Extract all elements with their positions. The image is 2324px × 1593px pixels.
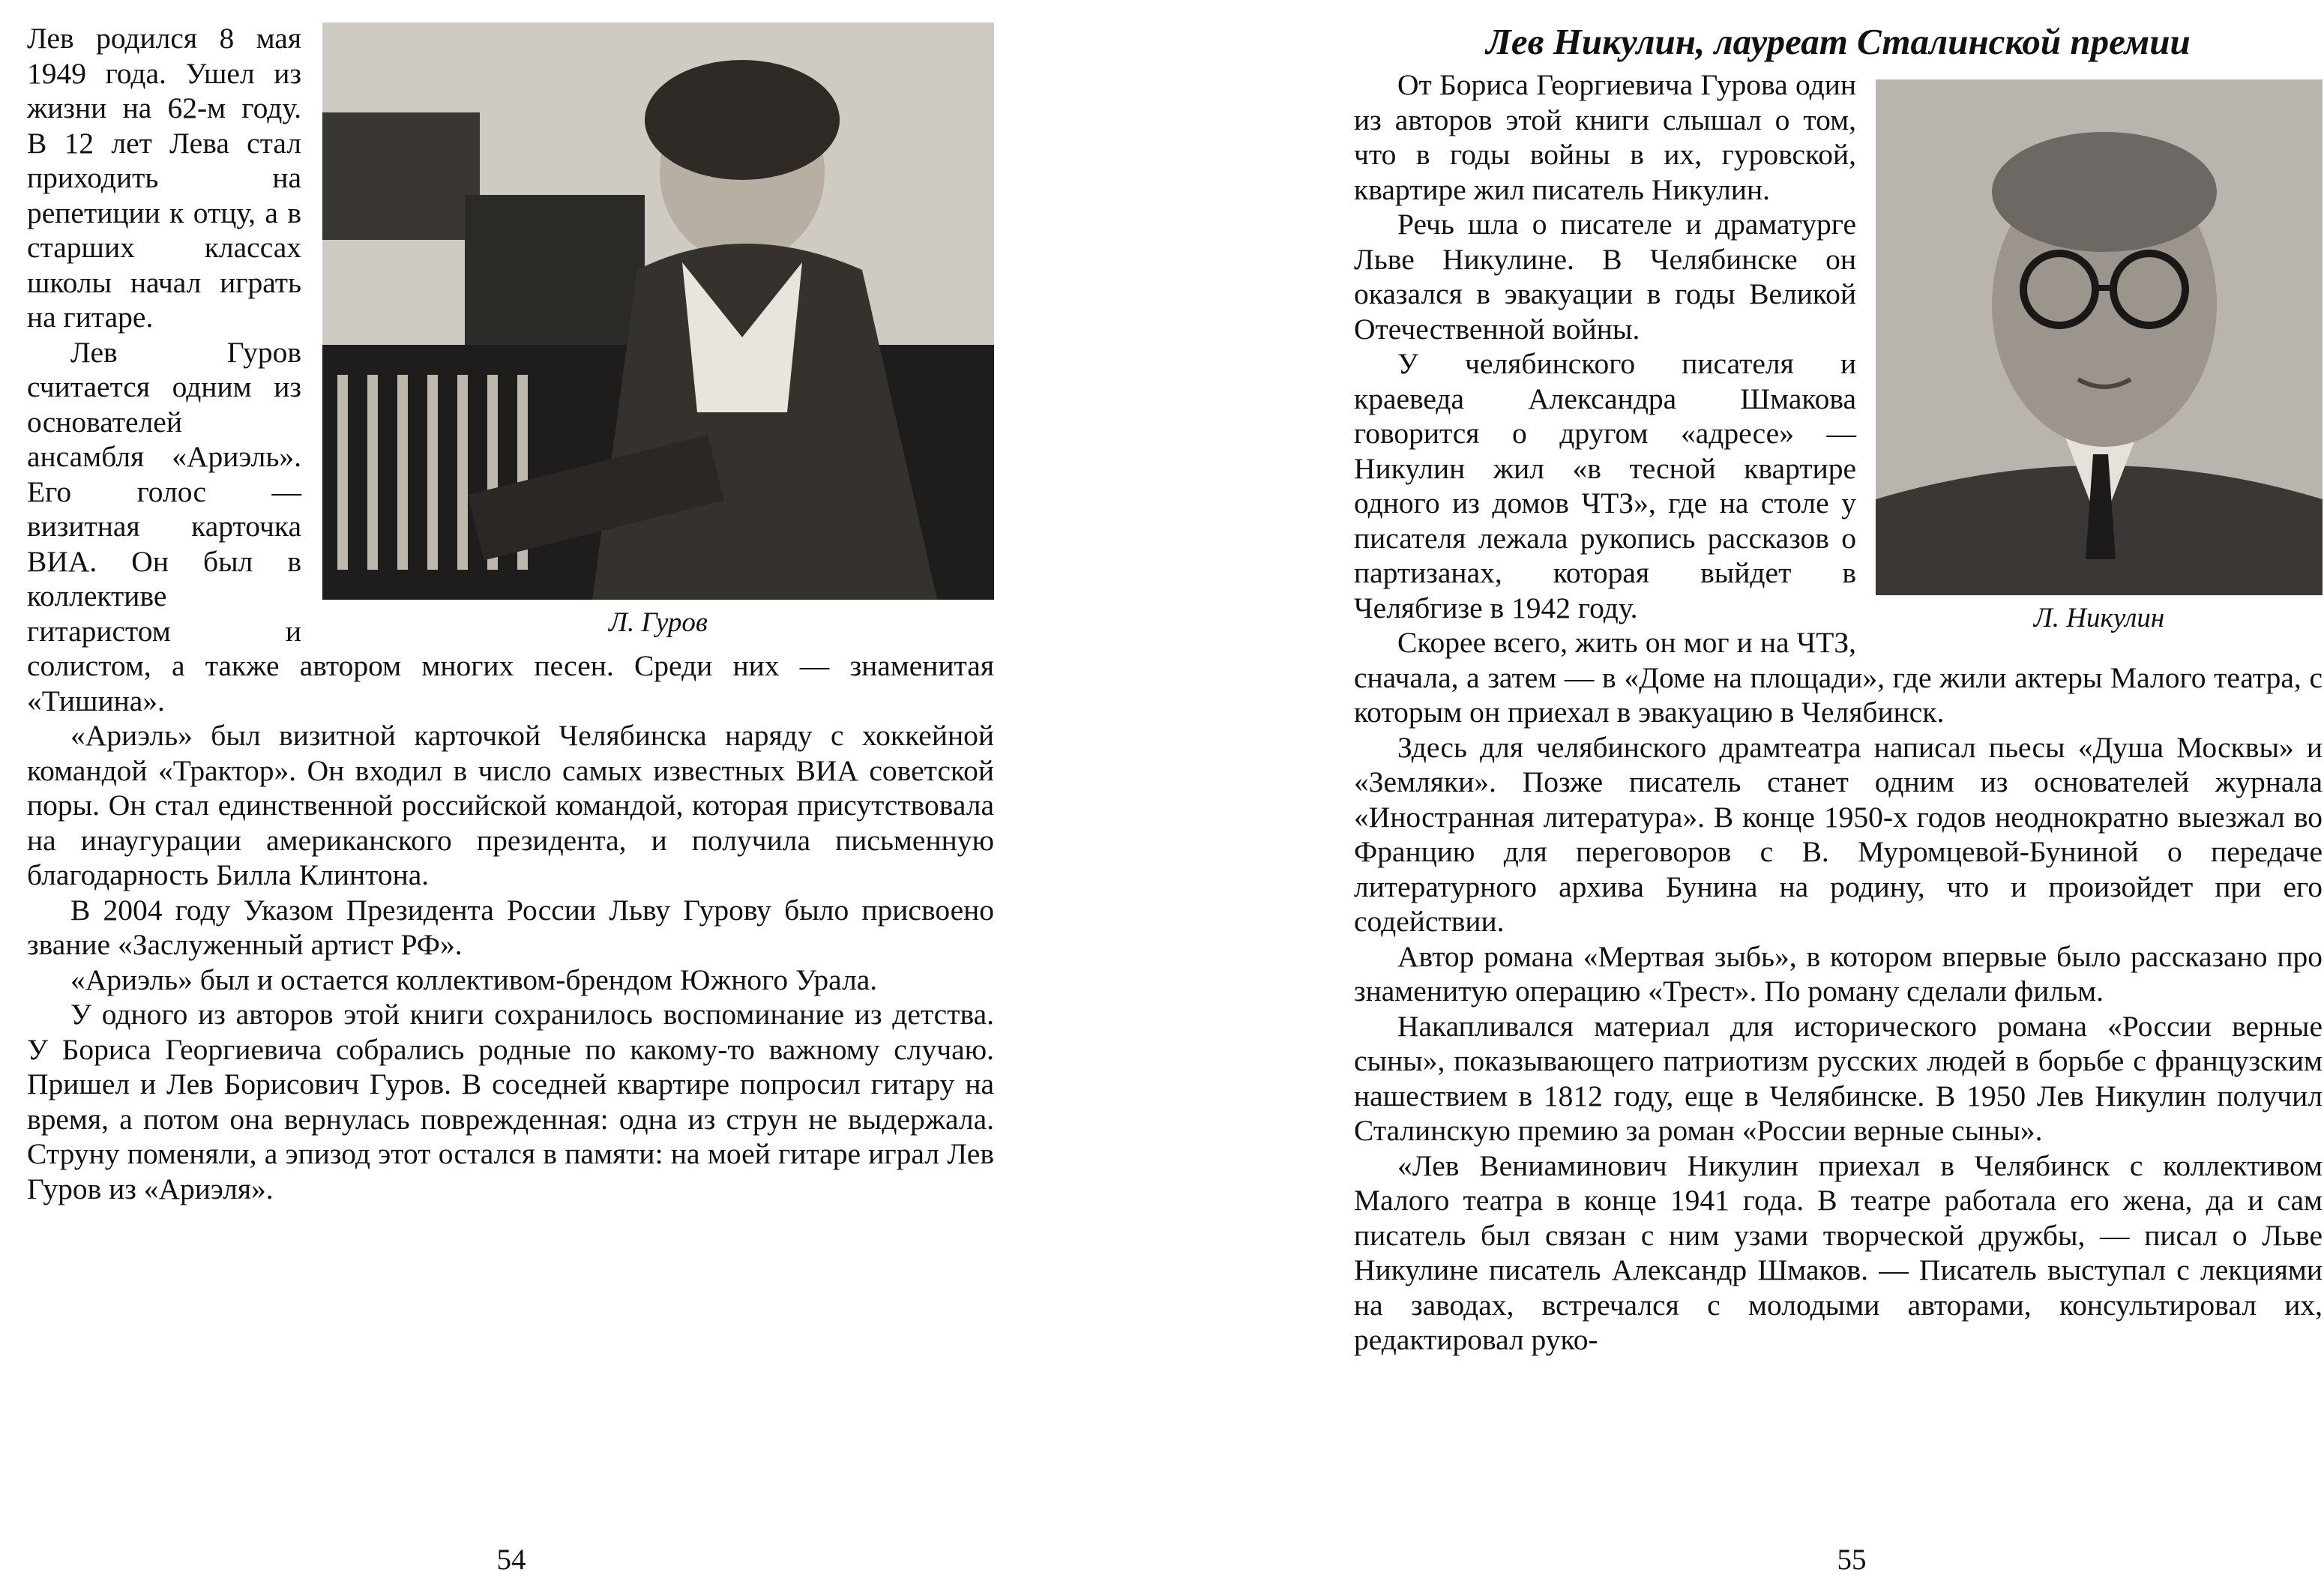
right-paragraph-2: Речь шла о писателе и драматурге Льве Никулине. В Челябинске он оказался в эвакуации в годы Великой Отечественной войны. (1354, 208, 1856, 346)
right-paragraph-1: От Бориса Георгиевича Гурова один из авторов этой книги слышал о том, что в годы войны в их, гуровской, квартире жил писатель Никулин. (1354, 68, 1856, 206)
right-paragraph-6: Автор романа «Мертвая зыбь», в котором впервые было рассказано про знаменитую операцию «Трест». По роману сделали фильм. (1354, 939, 2323, 1008)
studio-photo-illustration (322, 22, 994, 600)
left-paragraph-6: У одного из авторов этой книги сохранилось воспоминание из детства. У Бориса Георгиевича собрались родные по какому-то важному случаю. Пришел и Лев Борисович Гуров. В соседней квартире попросил гитару на время, а потом она вернулась поврежденная: одна из струн не выдержала. Струну поменяли, а эпизод этот остался в памяти: на моей гитаре играл Лев Гуров из «Ариэля». (27, 998, 994, 1205)
right-text-column (1354, 21, 2323, 1358)
page-number-right: 55 (1837, 1544, 1867, 1576)
portrait-illustration (1876, 79, 2323, 595)
photo-nikulin-caption: Л. Никулин (2033, 603, 2165, 633)
photo-gurov (322, 22, 994, 600)
right-paragraph-5: Здесь для челябинского драмтеатра написал пьесы «Душа Москвы» и «Земляки». Позже писатель станет одним из основателей журнала «Иностранная литература». В конце 1950-х годов неоднократно выезжал во Францию для переговоров с В. Муромцевой-Буниной о передаче литературного архива Бунина на родину, что и произойдет при его содействии. (1354, 730, 2323, 938)
left-paragraph-5: «Ариэль» был и остается коллективом-брендом Южного Урала. (70, 963, 878, 996)
left-text-column (27, 21, 994, 1206)
right-paragraph-8: «Лев Вениаминович Никулин приехал в Челябинск с коллективом Малого театра в конце 1941 года. В театре работала его жена, да и сам писатель был связан с ним узами творческой дружбы, — писал о Льве Никулине писатель Александр Шмаков. — Писатель выступал с лекциями на заводах, встречался с молодыми авторами, консультировал их, редактировал руко- (1354, 1148, 2323, 1356)
left-paragraph-1: Лев родился 8 мая 1949 года. Ушел из жизни на 62-м году. В 12 лет Лева стал приходить на репетиции к отцу, а в старших классах школы начал играть на гитаре. (27, 22, 301, 334)
photo-gurov-caption: Л. Гуров (608, 607, 708, 638)
left-paragraph-2: Лев Гуров считается одним из основателей ансамбля «Ариэль». Его голос — визитная карточка ВИА. Он был в коллективе гитаристом и солистом, а также автором многих песен. Среди них — знаменитая «Тишина». (27, 335, 994, 717)
photo-nikulin (1876, 79, 2323, 595)
chapter-title: Лев Никулин, лауреат Сталинской премии (1486, 21, 2191, 62)
right-paragraph-4: Скорее всего, жить он мог и на ЧТЗ, сначала, а затем — в «Доме на площади», где жили актеры Малого театра, с которым он приехал в эвакуацию в Челябинск. (1354, 626, 2323, 729)
photo-nikulin-figure (1876, 79, 2323, 636)
left-paragraph-3: «Ариэль» был визитной карточкой Челябинска наряду с хоккейной командой «Трактор». Он входил в число самых известных ВИА советской поры. Он стал единственной российской командой, которая присутствовала на инаугурации американского президента, и получила письменную благодарность Билла Клинтона. (27, 719, 994, 891)
left-paragraph-4: В 2004 году Указом Президента России Льву Гурову было присвоено звание «Заслуженный артист РФ». (27, 893, 994, 961)
right-paragraph-7: Накапливался материал для исторического романа «России верные сыны», показывающего патриотизм русских людей в борьбе с французским нашествием в 1812 году, еще в Челябинске. В 1950 Лев Никулин получил Сталинскую премию за роман «России верные сыны». (1354, 1009, 2323, 1147)
photo-gurov-figure (322, 22, 994, 640)
right-page (1162, 0, 2324, 1593)
page-number-left: 54 (496, 1544, 526, 1576)
right-paragraph-3: У челябинского писателя и краеведа Александра Шмакова говорится о другом «адресе» — Никулин жил «в тесной квартире одного из домов ЧТЗ», где на столе у писателя лежала рукопись рассказов о партизанах, которая выйдет в Челябгизе в 1942 году. (1354, 347, 1856, 624)
